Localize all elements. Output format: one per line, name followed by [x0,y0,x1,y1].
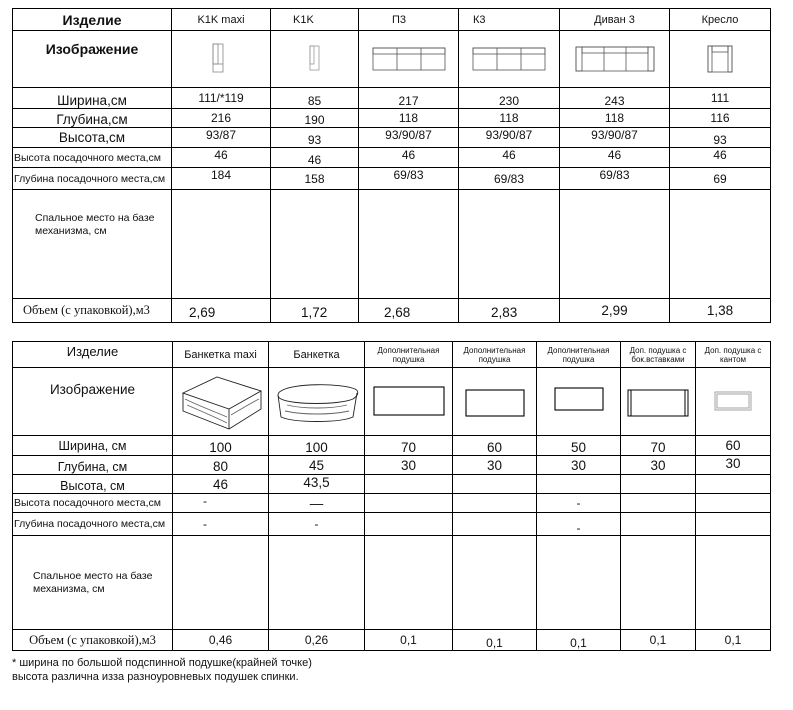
specs-table-sofas [12,8,771,323]
table-cell: 46 [359,148,459,168]
table-cell: 217 [359,88,459,109]
table-cell [696,513,771,536]
product-image-cell [670,31,771,88]
row-label: Ширина,см [13,88,172,109]
sofa-3-armrest-icon [573,42,657,76]
table-cell: 46 [172,148,271,168]
header-cell: Доп. подушка с бок.вставками [621,342,696,368]
table-cell [173,536,269,630]
table-cell: 60 [696,436,771,456]
table-cell [670,190,771,299]
row-label: Спальное место на базе механизма, см [13,536,173,630]
table-cell: 70 [365,436,453,456]
table-row [13,109,771,128]
table-cell: 50 [537,436,621,456]
header-cell: Банкетка maxi [173,342,269,368]
table-cell: 1,38 [670,299,771,323]
table-cell: 30 [696,456,771,475]
table-cell: 46 [560,148,670,168]
table-cell [560,190,670,299]
row-label: Глубина посадочного места,см [13,513,173,536]
table-row [13,456,771,475]
product-image-cell [453,368,537,436]
table-cell: - [537,494,621,513]
row-label: Высота посадочного места,см [13,494,173,513]
table-cell [696,536,771,630]
row-label: Глубина посадочного места,см [13,168,172,190]
table-cell: 216 [172,109,271,128]
table-row [13,168,771,190]
table-cell: 70 [621,436,696,456]
table-cell: 158 [271,168,359,190]
table-cell [621,475,696,494]
armchair-icon [700,42,740,76]
table-header-row [13,9,771,31]
table-cell [365,494,453,513]
table-cell: 100 [269,436,365,456]
header-cell: П3 [359,9,459,31]
table-header-row [13,342,771,368]
cushion-icon [464,384,526,420]
table-cell: 93/90/87 [459,128,560,148]
specs-table-accessories [12,341,771,651]
table-cell: 46 [670,148,771,168]
row-label: Глубина,см [13,109,172,128]
sleep-area-row [13,190,771,299]
sofa-3-seat-icon [369,42,449,76]
table-cell: 118 [359,109,459,128]
product-image-cell [269,368,365,436]
table-row [13,475,771,494]
table-row [13,148,771,168]
cushion-icon [552,384,606,420]
table-cell: 100 [173,436,269,456]
sofa-3-seat-icon [469,42,549,76]
header-cell: К3 [459,9,560,31]
table-cell: 2,83 [459,299,560,323]
ottoman-icon [273,377,361,427]
volume-row [13,630,771,651]
header-cell: Банкетка [269,342,365,368]
header-cell: K1K maxi [172,9,271,31]
header-cell: Изделие [13,342,173,368]
product-image-cell [560,31,670,88]
table-cell [453,536,537,630]
footnote-line: * ширина по большой подспинной подушке(крайней точке) [12,657,312,669]
product-image-cell [621,368,696,436]
table-cell: - [537,513,621,536]
table-cell: 243 [560,88,670,109]
table-cell: 30 [621,456,696,475]
table-cell [537,475,621,494]
table-cell: 46 [459,148,560,168]
header-cell: K1K [271,9,359,31]
table-cell: 2,99 [560,299,670,323]
table-cell [172,190,271,299]
table-cell: 116 [670,109,771,128]
corner-sofa-module-icon [206,42,236,76]
table-cell: 69 [670,168,771,190]
table-cell: 0,1 [621,630,696,651]
table-cell: 30 [365,456,453,475]
row-label: Объем (с упаковкой),м3 [13,299,172,323]
table-cell [621,536,696,630]
volume-row [13,299,771,323]
table-cell: 0,1 [453,630,537,651]
table-cell: 111/*119 [172,88,271,109]
footnote [12,656,772,684]
table-cell: - [269,513,365,536]
row-label: Высота,см [13,128,172,148]
cushion-piping-icon [710,384,756,420]
cushion-inserts-icon [625,384,691,420]
table-cell: 46 [173,475,269,494]
table-cell: 93/90/87 [359,128,459,148]
table-cell [271,190,359,299]
product-image-cell [173,368,269,436]
table-cell: 93 [670,128,771,148]
table-cell [459,190,560,299]
image-row-label: Изображение [13,368,173,436]
image-row [13,368,771,436]
table-cell [365,475,453,494]
table-cell: 111 [670,88,771,109]
table-cell: 46 [271,148,359,168]
table-cell: 0,26 [269,630,365,651]
table-cell: 0,1 [537,630,621,651]
header-cell: Доп. подушка с кантом [696,342,771,368]
row-label: Высота, см [13,475,173,494]
row-label: Спальное место на базе механизма, см [13,190,172,299]
table-cell [621,513,696,536]
table-cell: 30 [537,456,621,475]
table-cell: - [173,513,269,536]
corner-module-icon [300,42,330,76]
header-cell: Дополнительная подушка [453,342,537,368]
table-cell [365,513,453,536]
table-cell: 0,46 [173,630,269,651]
table-cell [453,513,537,536]
row-label: Объем (с упаковкой),м3 [13,630,173,651]
table-cell [359,190,459,299]
table-cell: 190 [271,109,359,128]
product-image-cell [365,368,453,436]
product-image-cell [172,31,271,88]
table-cell [453,494,537,513]
image-row-label: Изображение [13,31,172,88]
header-cell: Изделие [13,9,172,31]
table-cell: 60 [453,436,537,456]
table-row [13,513,771,536]
table-cell: 85 [271,88,359,109]
table-cell: — [269,494,365,513]
table-cell: 2,69 [172,299,271,323]
table-cell: 230 [459,88,560,109]
table-row [13,88,771,109]
row-label: Высота посадочного места,см [13,148,172,168]
footnote-line: высота различна изза разноуровневых подушек спинки. [12,671,299,683]
table-cell: 93/87 [172,128,271,148]
table-cell: 118 [560,109,670,128]
table-cell: 69/83 [459,168,560,190]
table-cell [453,475,537,494]
table-cell: 45 [269,456,365,475]
table-row [13,436,771,456]
table-cell: 0,1 [365,630,453,651]
product-image-cell [359,31,459,88]
product-image-cell [537,368,621,436]
table-cell: 43,5 [269,475,365,494]
table-cell: 1,72 [271,299,359,323]
table-cell: 30 [453,456,537,475]
table-cell: - [173,494,269,513]
table-cell: 0,1 [696,630,771,651]
table-cell: 93 [271,128,359,148]
image-row [13,31,771,88]
table-cell: 93/90/87 [560,128,670,148]
table-cell [621,494,696,513]
table-cell: 184 [172,168,271,190]
table-cell: 118 [459,109,560,128]
sleep-area-row [13,536,771,630]
table-cell: 69/83 [359,168,459,190]
header-cell: Кресло [670,9,771,31]
table-cell: 2,68 [359,299,459,323]
table-cell [696,475,771,494]
product-image-cell [459,31,560,88]
table-cell [269,536,365,630]
header-cell: Дополнительная подушка [365,342,453,368]
table-cell [696,494,771,513]
table-row [13,128,771,148]
row-label: Ширина, см [13,436,173,456]
table-cell [537,536,621,630]
header-cell: Диван 3 [560,9,670,31]
product-image-cell [696,368,771,436]
table-row [13,494,771,513]
cushion-icon [372,384,446,420]
header-cell: Дополнительная подушка [537,342,621,368]
row-label: Глубина, см [13,456,173,475]
table-cell: 80 [173,456,269,475]
table-cell [365,536,453,630]
product-image-cell [271,31,359,88]
ottoman-maxi-icon [177,371,265,433]
table-cell: 69/83 [560,168,670,190]
